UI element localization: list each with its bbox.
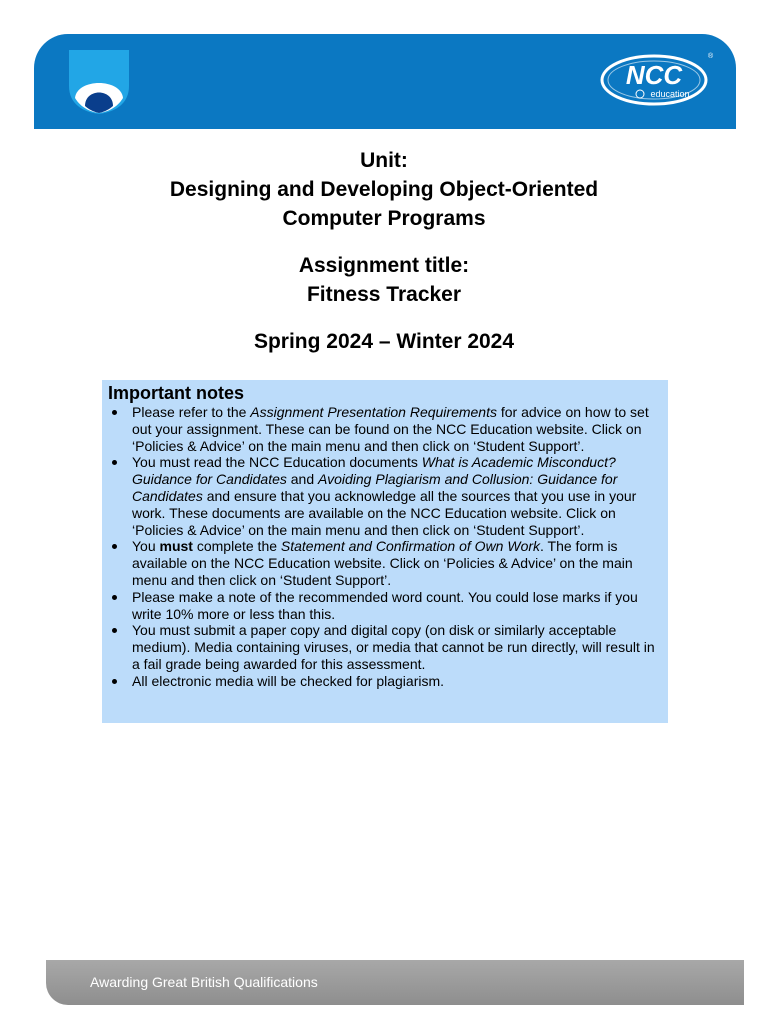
note-text: must — [159, 538, 193, 555]
note-item — [108, 622, 660, 672]
note-text: Assignment Presentation Requirements — [250, 404, 497, 420]
header-banner — [34, 34, 736, 129]
note-text: You — [132, 538, 160, 555]
unit-name-line1: Designing and Developing Object-Oriented — [169, 178, 599, 201]
ncc-education-logo — [596, 48, 720, 112]
footer-tagline: Awarding Great British Qualifications — [90, 974, 318, 990]
note-text: complete the — [192, 538, 281, 555]
note-text: for advice on how to set out your assignment. These can be found on the NCC Education website. Click on ‘Policies & Advice’ on the main menu and then click on ‘Student Support’. — [132, 404, 649, 454]
logo-text: NCC — [625, 60, 683, 90]
note-text: . The form is available on the NCC Education website. Click on ‘Policies & Advice’ on the main menu and then click on ‘Student Support’. — [132, 538, 633, 588]
notes-list — [108, 404, 660, 690]
note-text: You must read the NCC Education documents — [132, 454, 422, 471]
note-text: You must submit a paper copy and digital copy (on disk or similarly acceptable medium). Media containing viruses, or media that cannot be run directly, will result in a fail grade being awarded for this assessment. — [132, 622, 655, 672]
note-text: and ensure that you acknowledge all the sources that you use in your work. These documents are available on the NCC Education website. Click on ‘Policies & Advice’ on the main menu and then click on ‘Student Support’. — [132, 487, 637, 538]
note-item — [108, 673, 660, 690]
logo-subtext: education — [650, 89, 690, 99]
assignment-label: Assignment title: — [298, 254, 470, 277]
note-text: Please refer to the — [132, 404, 251, 420]
period-title: Spring 2024 – Winter 2024 — [253, 330, 515, 353]
footer-bar — [46, 960, 744, 1005]
note-text: Please make a note of the recommended word count. You could lose marks if you write 10% more or less than this. — [132, 588, 638, 622]
unit-label: Unit: — [360, 149, 408, 172]
note-item — [108, 454, 660, 538]
note-text: Avoiding Plagiarism and Collusion: Guidance for Candidates — [132, 471, 618, 504]
notes-heading: Important notes — [108, 383, 245, 403]
unit-name-line2: Computer Programs — [282, 207, 486, 230]
title-block — [0, 146, 768, 356]
note-text: and — [286, 471, 319, 488]
note-text: Statement and Confirmation of Own Work — [280, 538, 541, 555]
note-text: All electronic media will be checked for plagiarism. — [132, 672, 445, 689]
note-item — [108, 538, 660, 588]
important-notes-box — [102, 380, 668, 723]
note-item — [108, 404, 660, 454]
assignment-name: Fitness Tracker — [306, 283, 462, 306]
university-crest-icon — [67, 48, 131, 116]
registered-mark: ® — [708, 53, 714, 60]
note-text: What is Academic Misconduct? Guidance for Candidates — [132, 454, 616, 488]
note-item — [108, 589, 660, 623]
